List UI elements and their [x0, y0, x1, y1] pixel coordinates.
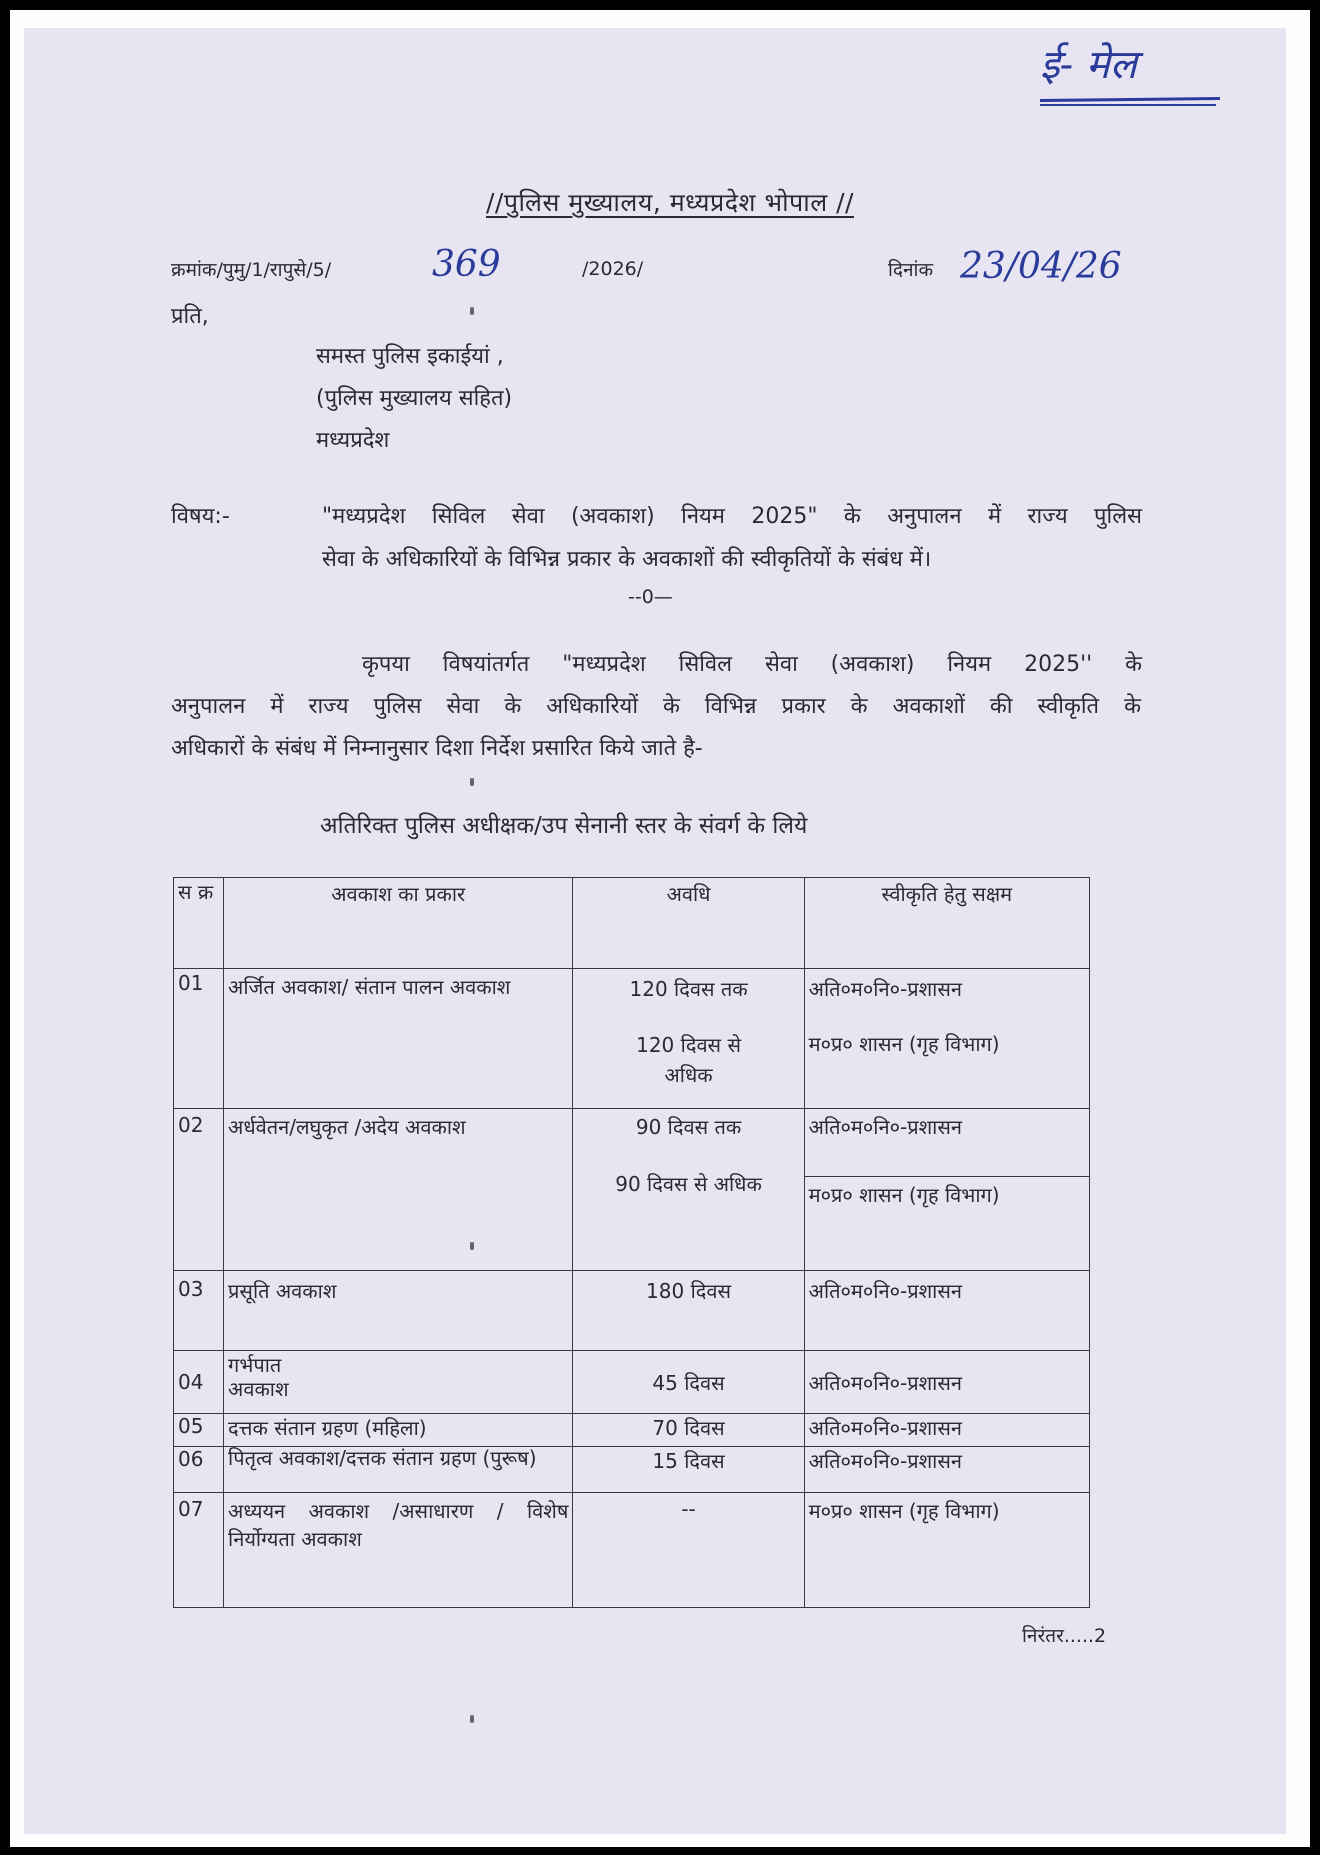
duration-cell: [573, 969, 804, 1109]
addressee-line: समस्त पुलिस इकाईयां ,: [316, 344, 504, 369]
authority: अति०म०नि०-प्रशासन: [804, 1447, 1089, 1493]
authority: अति०म०नि०-प्रशासन: [804, 1414, 1089, 1447]
authority: अति०म०नि०-प्रशासन: [804, 1351, 1089, 1414]
body-paragraph-line: अनुपालन में राज्य पुलिस सेवा के अधिकारियों के विभिन्न प्रकार के अवकाशों की स्वीकृति के: [171, 694, 1141, 719]
table-row: [174, 1351, 1090, 1414]
authority: अति०म०नि०-प्रशासन: [804, 1271, 1089, 1351]
column-header-leave-type: अवकाश का प्रकार: [224, 878, 573, 969]
column-header-serial: स क्र: [174, 878, 224, 969]
date-label: दिनांक: [888, 259, 934, 281]
duration: 120 दिवस तक: [629, 977, 748, 1001]
table-row: [174, 969, 1090, 1109]
table-row: [174, 1447, 1090, 1493]
leave-type: अर्जित अवकाश/ संतान पालन अवकाश: [224, 969, 573, 1109]
table-row: [174, 1493, 1090, 1608]
scan-speck: [470, 1715, 474, 1723]
scan-speck: [470, 778, 474, 786]
leave-type: [224, 1351, 573, 1414]
body-paragraph-line: अधिकारों के संबंध में निम्नानुसार दिशा निर्देश प्रसारित किये जाते है-: [171, 736, 703, 761]
leave-type: अध्ययन अवकाश /असाधारण / विशेष निर्योग्यता अवकाश: [224, 1493, 573, 1608]
table-row: [174, 1414, 1090, 1447]
addressee-line: (पुलिस मुख्यालय सहित): [316, 386, 513, 411]
scan-speck: [470, 1242, 474, 1250]
leave-type: दत्तक संतान ग्रहण (महिला): [224, 1414, 573, 1447]
column-header-duration: अवधि: [573, 878, 804, 969]
leave-type: प्रसूति अवकाश: [224, 1271, 573, 1351]
leave-sanction-table: [173, 877, 1090, 1608]
authority: अति०म०नि०-प्रशासन: [808, 977, 962, 1001]
office-heading: //पुलिस मुख्यालय, मध्यप्रदेश भोपाल //: [486, 188, 854, 217]
authority-cell: [804, 969, 1089, 1109]
serial-number: 03: [174, 1271, 224, 1351]
separator: --0—: [628, 586, 673, 608]
leave-type-line: गर्भपात: [228, 1353, 282, 1377]
leave-type: पितृत्व अवकाश/दत्तक संतान ग्रहण (पुरूष): [224, 1447, 573, 1493]
authority: म०प्र० शासन (गृह विभाग): [804, 1177, 1089, 1271]
duration-cell: [573, 1109, 804, 1271]
addressee-line: मध्यप्रदेश: [316, 428, 390, 453]
to-label: प्रति,: [171, 304, 209, 329]
serial-number: 05: [174, 1414, 224, 1447]
authority: अति०म०नि०-प्रशासन: [804, 1109, 1089, 1177]
table-title: अतिरिक्त पुलिस अधीक्षक/उप सेनानी स्तर के संवर्ग के लिये: [320, 813, 808, 839]
duration: 15 दिवस: [573, 1447, 804, 1493]
duration: 70 दिवस: [573, 1414, 804, 1447]
duration: --: [573, 1493, 804, 1608]
reference-suffix: /2026/: [582, 258, 644, 280]
serial-number: 07: [174, 1493, 224, 1608]
reference-number: 369: [432, 244, 501, 285]
reference-prefix: क्रमांक/पुमु/1/रापुसे/5/: [171, 259, 332, 281]
subject-line: सेवा के अधिकारियों के विभिन्न प्रकार के अवकाशों की स्वीकृतियों के संबंध में।: [322, 547, 932, 572]
subject-line: "मध्यप्रदेश सिविल सेवा (अवकाश) नियम 2025" के अनुपालन में राज्य पुलिस: [322, 504, 1142, 529]
serial-number: 01: [174, 969, 224, 1109]
duration: 90 दिवस से अधिक: [615, 1172, 762, 1196]
scan-speck: [470, 307, 474, 315]
leave-type: अर्धवेतन/लघुकृत /अदेय अवकाश: [224, 1109, 573, 1271]
body-paragraph-line: कृपया विषयांतर्गत "मध्यप्रदेश सिविल सेवा (अवकाश) नियम 2025'' के: [362, 652, 1142, 677]
table-row: [174, 1109, 1090, 1177]
table-header-row: [174, 878, 1090, 969]
table-row: [174, 1271, 1090, 1351]
leave-type-line: अवकाश: [228, 1377, 289, 1401]
subject-label: विषय:-: [171, 504, 230, 529]
duration: 90 दिवस तक: [635, 1115, 742, 1139]
serial-number: 04: [174, 1351, 224, 1414]
continued-label: निरंतर.....2: [1022, 1625, 1107, 1647]
underline-decoration: [1040, 104, 1216, 106]
duration: 120 दिवस से अधिक: [636, 1033, 741, 1087]
handwritten-email-mark: ई- मेल: [1040, 42, 1137, 88]
authority: म०प्र० शासन (गृह विभाग): [804, 1493, 1089, 1608]
date-value: 23/04/26: [960, 246, 1122, 287]
serial-number: 06: [174, 1447, 224, 1493]
column-header-authority: स्वीकृति हेतु सक्षम: [804, 878, 1089, 969]
duration: 180 दिवस: [573, 1271, 804, 1351]
duration: 45 दिवस: [573, 1351, 804, 1414]
serial-number: 02: [174, 1109, 224, 1271]
authority: म०प्र० शासन (गृह विभाग): [808, 1032, 1000, 1056]
